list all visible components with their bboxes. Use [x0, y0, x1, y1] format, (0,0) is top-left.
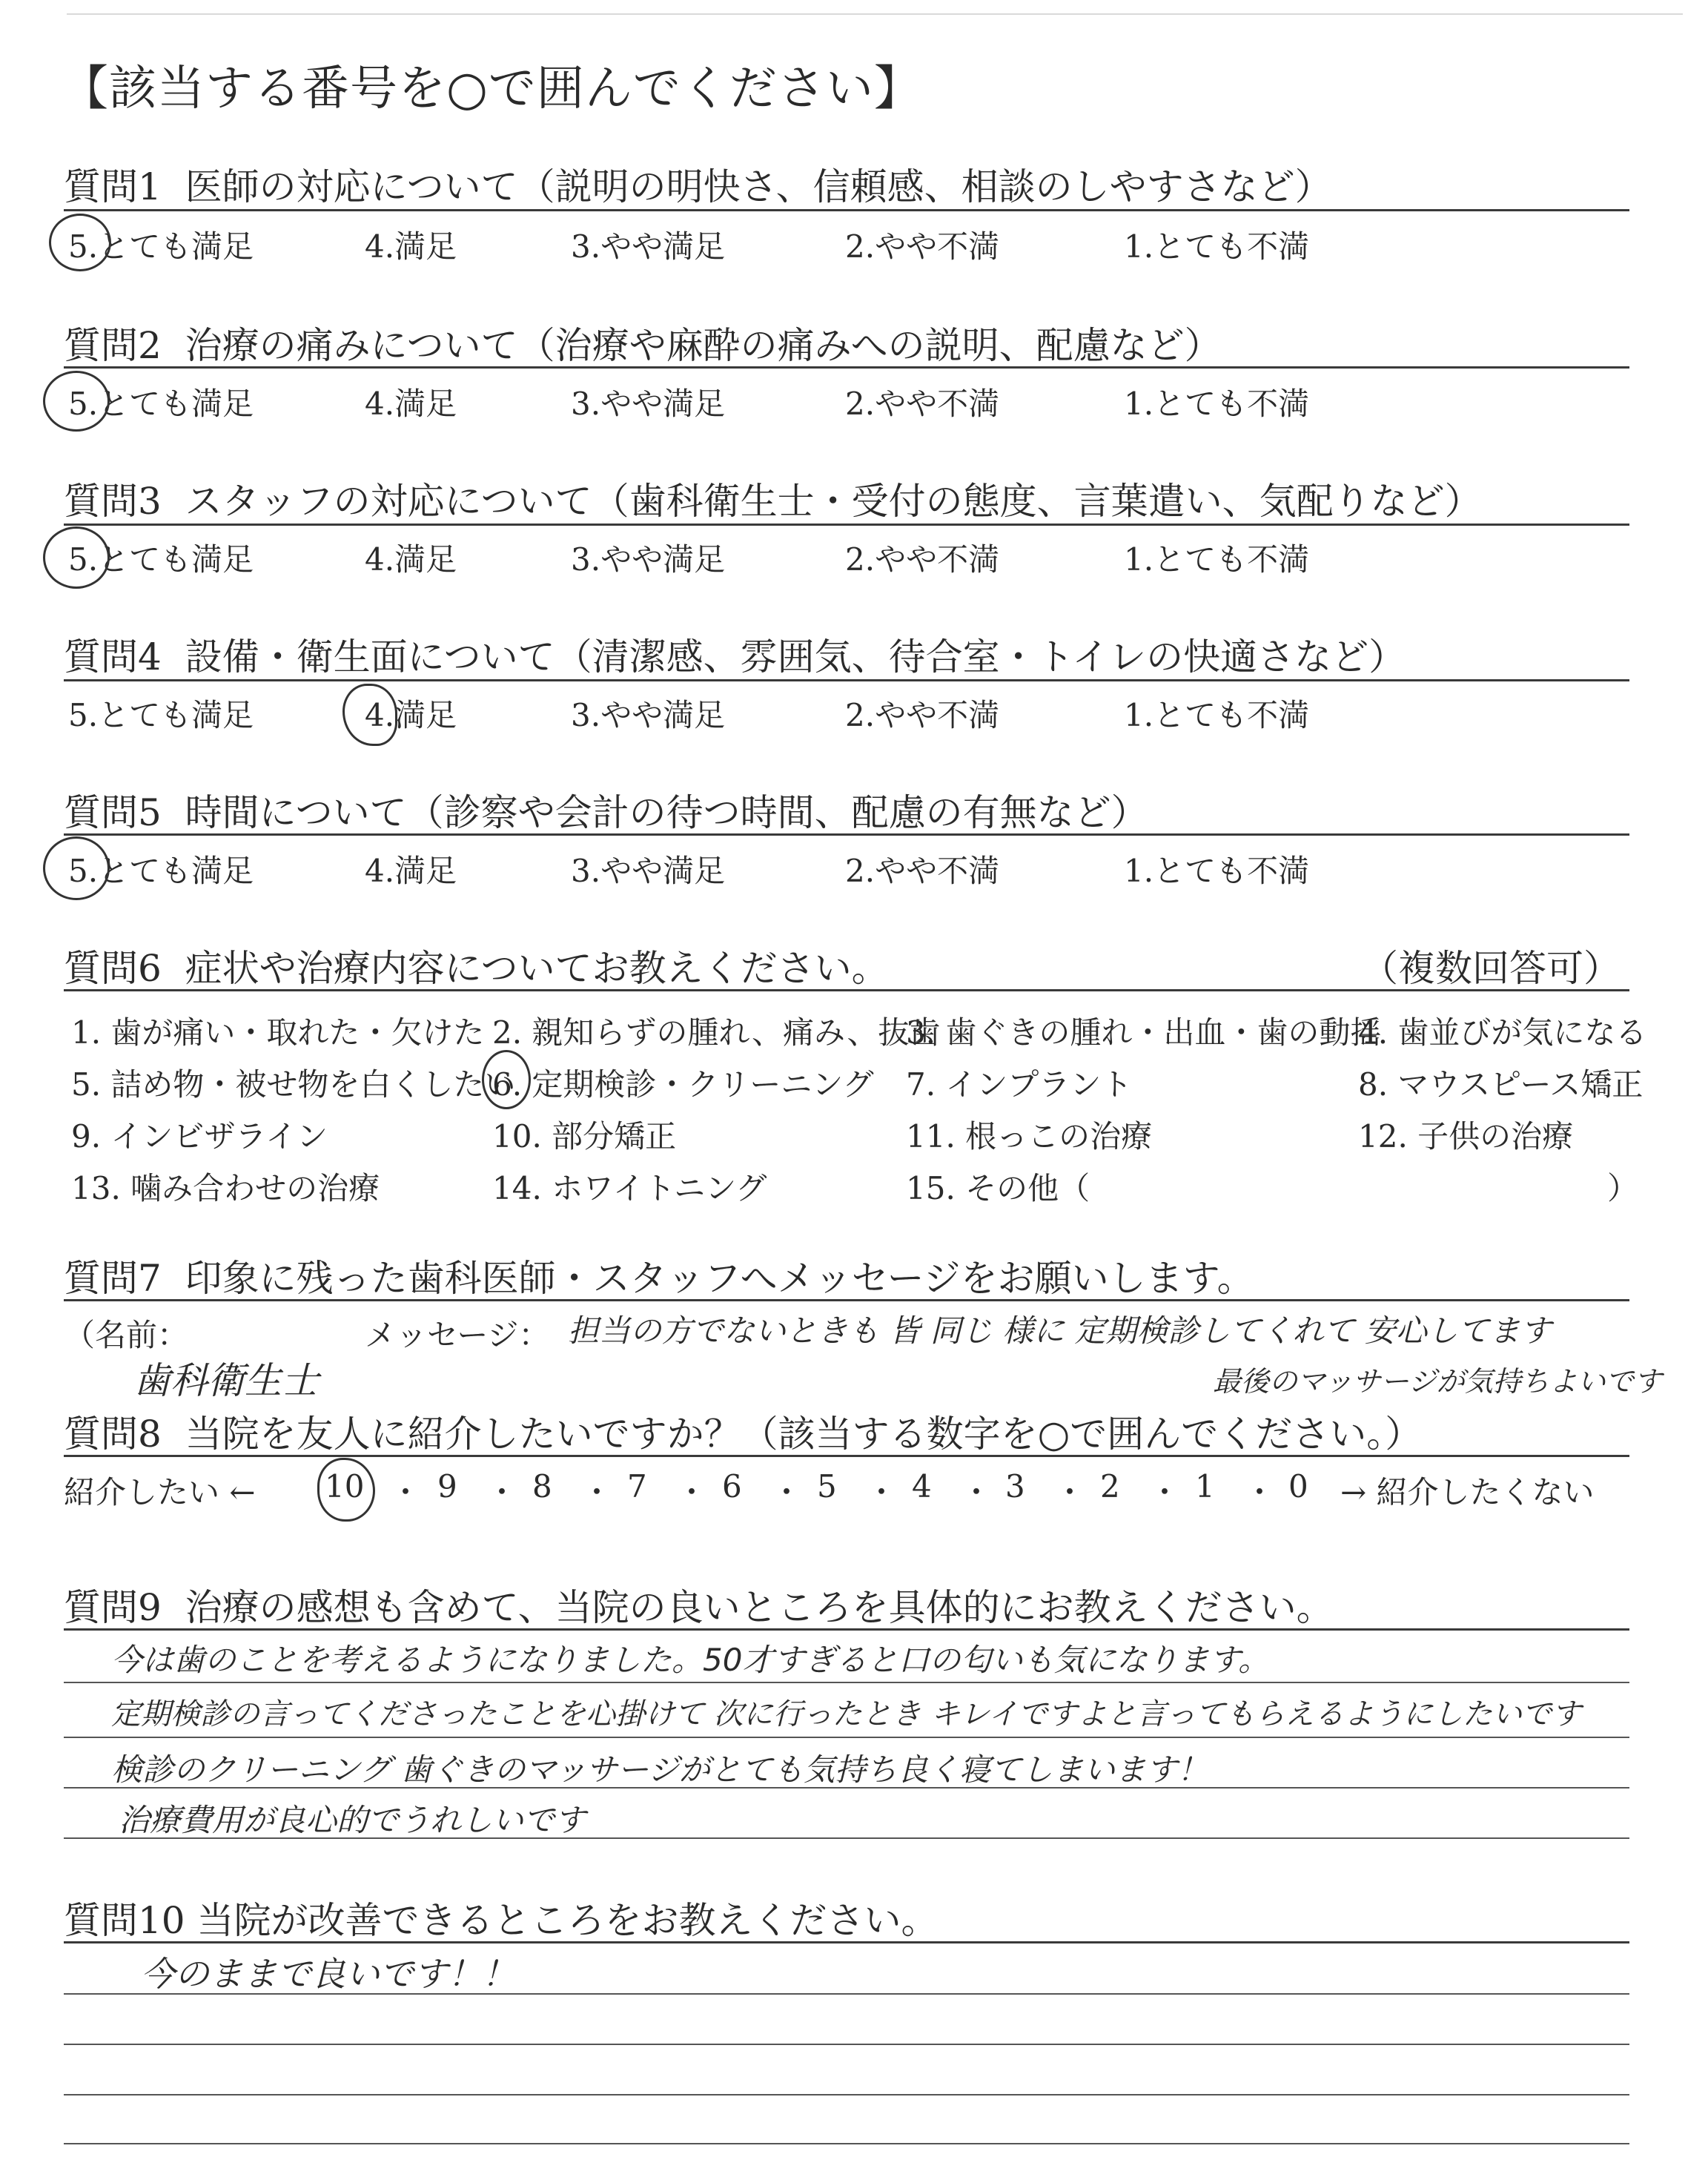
question-5 [64, 783, 1148, 836]
question-8-label: 質問8 [64, 1413, 162, 1456]
q6-item-8[interactable]: 8. マウスピース矯正 [1358, 1066, 1644, 1103]
question-6-text: 症状や治療内容についてお教えください。 [185, 947, 889, 990]
question-2-label: 質問2 [64, 324, 162, 367]
q8-dot: ・ [961, 1474, 993, 1510]
question-5-text: 時間について（診察や会計の待つ時間、配慮の有無など） [185, 791, 1148, 834]
q8-dot: ・ [581, 1474, 613, 1510]
q7-name-value: 歯科衛生士 [133, 1359, 319, 1402]
q5-option-2[interactable]: 2.やや不満 [845, 853, 1000, 889]
question-9 [64, 1578, 1334, 1631]
q2-option-5[interactable]: 5.とても満足 [68, 386, 254, 422]
divider [64, 1299, 1629, 1301]
q3-option-3[interactable]: 3.やや満足 [571, 541, 726, 578]
answer-line [64, 2094, 1629, 2095]
q6-item-3[interactable]: 3. 歯ぐきの腫れ・出血・歯の動揺 [906, 1014, 1382, 1051]
answer-line [64, 1837, 1629, 1839]
divider [64, 833, 1629, 836]
q9-answer-line-1: 今は歯のことを考えるようになりました。50才すぎると口の匂いも気になります。 [111, 1642, 1270, 1678]
q6-item-1[interactable]: 1. 歯が痛い・取れた・欠けた [71, 1014, 485, 1051]
q7-message-line-1: 担当の方でないときも 皆 同じ 様に 定期検診してくれて 安心してます [568, 1312, 1552, 1349]
q4-option-3[interactable]: 3.やや満足 [571, 697, 726, 733]
q9-answer-line-3: 検診のクリーニング 歯ぐきのマッサージがとても気持ち良く寝てしまいます！ [111, 1751, 1208, 1788]
q7-name-label: （名前： [64, 1317, 189, 1353]
q6-item-15[interactable]: 15. その他（ [906, 1170, 1090, 1206]
question-2 [64, 316, 1222, 369]
question-7-text: 印象に残った歯科医師・スタッフへメッセージをお願いします。 [185, 1257, 1254, 1300]
q1-option-3[interactable]: 3.やや満足 [571, 228, 726, 265]
q6-item-9[interactable]: 9. インビザライン [71, 1118, 328, 1155]
question-4-label: 質問4 [64, 635, 162, 678]
q6-item-14[interactable]: 14. ホワイトニング [492, 1170, 767, 1206]
q4-selection-circle [342, 684, 397, 746]
q2-option-2[interactable]: 2.やや不満 [845, 386, 1000, 422]
q8-scale-2[interactable]: 2 [1100, 1468, 1120, 1505]
question-7 [64, 1249, 1254, 1302]
q8-scale-7[interactable]: 7 [627, 1468, 647, 1505]
q8-scale-10[interactable]: 10 [325, 1468, 365, 1505]
q8-dot: ・ [866, 1474, 898, 1510]
q8-scale-6[interactable]: 6 [722, 1468, 742, 1505]
question-4 [64, 627, 1406, 681]
q9-answer-line-2: 定期検診の言ってくださったことを心掛けて 次に行ったとき キレイですよと言ってもらえるようにしたいです [111, 1697, 1582, 1731]
divider [64, 524, 1629, 526]
q3-option-5[interactable]: 5.とても満足 [68, 541, 254, 578]
divider [64, 1941, 1629, 1943]
q4-option-2[interactable]: 2.やや不満 [845, 697, 1000, 733]
question-6-label: 質問6 [64, 947, 162, 990]
q6-item-12[interactable]: 12. 子供の治療 [1358, 1118, 1574, 1155]
q1-selection-circle [49, 214, 111, 271]
question-10 [64, 1891, 939, 1944]
question-3-text: スタッフの対応について（歯科衛生士・受付の態度、言葉遣い、気配りなど） [185, 480, 1482, 523]
q8-dot: ・ [1149, 1474, 1181, 1510]
q5-option-1[interactable]: 1.とても不満 [1124, 853, 1310, 889]
q10-answer-line-1: 今のままで良いです！！ [141, 1954, 516, 1994]
q8-dot: ・ [1054, 1474, 1086, 1510]
top-border [67, 13, 1683, 15]
q1-option-5[interactable]: 5.とても満足 [68, 228, 254, 265]
q6-item-13[interactable]: 13. 噛み合わせの治療 [71, 1170, 380, 1206]
q8-dot: ・ [390, 1474, 422, 1510]
q6-item-5[interactable]: 5. 詰め物・被せ物を白くしたい [71, 1066, 516, 1103]
q8-scale-4[interactable]: 4 [912, 1468, 932, 1505]
question-1-label: 質問1 [64, 165, 162, 208]
question-8-text: 当院を友人に紹介したいですか？（該当する数字を○で囲んでください。） [185, 1413, 1423, 1456]
q6-item-11[interactable]: 11. 根っこの治療 [906, 1118, 1153, 1155]
q3-option-1[interactable]: 1.とても不満 [1124, 541, 1310, 578]
q6-item-6[interactable]: 6. 定期検診・クリーニング [492, 1066, 874, 1103]
answer-line [64, 2143, 1629, 2144]
question-1-text: 医師の対応について（説明の明快さ、信頼感、相談のしやすさなど） [185, 165, 1332, 208]
answer-line [64, 2044, 1629, 2045]
divider [64, 366, 1629, 369]
question-9-text: 治療の感想も含めて、当院の良いところを具体的にお教えください。 [185, 1586, 1334, 1629]
q5-option-3[interactable]: 3.やや満足 [571, 853, 726, 889]
answer-line [64, 1682, 1629, 1683]
q2-option-4[interactable]: 4.満足 [365, 386, 457, 422]
q2-option-3[interactable]: 3.やや満足 [571, 386, 726, 422]
answer-line [64, 1787, 1629, 1789]
q4-option-4[interactable]: 4.満足 [365, 697, 457, 733]
divider [64, 1628, 1629, 1631]
question-4-text: 設備・衛生面について（清潔感、雰囲気、待合室・トイレの快適さなど） [185, 635, 1406, 678]
q8-dot: ・ [1244, 1474, 1276, 1510]
q1-option-2[interactable]: 2.やや不満 [845, 228, 1000, 265]
question-7-label: 質問7 [64, 1257, 162, 1300]
q8-selection-circle [317, 1458, 375, 1522]
q5-selection-circle [43, 836, 110, 900]
divider [64, 209, 1629, 211]
q8-left-label: 紹介したい ← [64, 1474, 256, 1510]
q8-dot: ・ [676, 1474, 708, 1510]
q7-message-line-2: 最後のマッサージが気持ちよいです [1213, 1365, 1662, 1398]
question-8 [64, 1404, 1422, 1458]
divider [64, 679, 1629, 681]
q6-item-4[interactable]: 4. 歯並びが気になる [1358, 1014, 1647, 1051]
q1-option-1[interactable]: 1.とても不満 [1124, 228, 1310, 265]
question-9-label: 質問9 [64, 1586, 162, 1629]
q2-selection-circle [43, 371, 110, 432]
q4-option-5[interactable]: 5.とても満足 [68, 697, 254, 733]
q6-item-15-close: ） [1607, 1170, 1639, 1206]
q6-item-2[interactable]: 2. 親知らずの腫れ、痛み、抜歯 [492, 1014, 941, 1051]
question-6 [64, 939, 889, 992]
q8-scale-3[interactable]: 3 [1005, 1468, 1025, 1505]
q8-right-label: → 紹介したくない [1340, 1474, 1595, 1510]
question-1 [64, 157, 1332, 211]
question-3-label: 質問3 [64, 480, 162, 523]
q8-dot: ・ [486, 1474, 518, 1510]
q8-scale-0[interactable]: 0 [1288, 1468, 1308, 1505]
q3-option-2[interactable]: 2.やや不満 [845, 541, 1000, 578]
q6-item-7[interactable]: 7. インプラント [906, 1066, 1133, 1103]
question-5-label: 質問5 [64, 791, 162, 834]
q3-option-4[interactable]: 4.満足 [365, 541, 457, 578]
q2-option-1[interactable]: 1.とても不満 [1124, 386, 1310, 422]
q6-selection-circle [482, 1050, 531, 1109]
answer-line [64, 1737, 1629, 1738]
q8-scale-8[interactable]: 8 [532, 1468, 552, 1505]
page-title: 【該当する番号を○で囲んでください】 [61, 62, 922, 116]
q5-option-4[interactable]: 4.満足 [365, 853, 457, 889]
divider [64, 1455, 1629, 1457]
q8-dot: ・ [771, 1474, 803, 1510]
question-10-label: 質問10 [64, 1899, 185, 1942]
q5-option-5[interactable]: 5.とても満足 [68, 853, 254, 889]
q8-scale-5[interactable]: 5 [817, 1468, 837, 1505]
q7-message-label: メッセージ： [365, 1317, 550, 1353]
divider [64, 989, 1629, 991]
question-2-text: 治療の痛みについて（治療や麻酔の痛みへの説明、配慮など） [185, 324, 1222, 367]
question-10-text: 当院が改善できるところをお教えください。 [196, 1899, 939, 1942]
q4-option-1[interactable]: 1.とても不満 [1124, 697, 1310, 733]
answer-line [64, 1993, 1629, 1995]
q9-answer-line-4: 治療費用が良心的でうれしいです [119, 1802, 586, 1838]
q3-selection-circle [43, 526, 110, 589]
q1-option-4[interactable]: 4.満足 [365, 228, 457, 265]
question-6-note: （複数回答可） [1361, 947, 1621, 990]
q6-item-10[interactable]: 10. 部分矯正 [492, 1118, 677, 1155]
question-3 [64, 472, 1482, 525]
q8-scale-9[interactable]: 9 [437, 1468, 457, 1505]
q8-scale-1[interactable]: 1 [1195, 1468, 1215, 1505]
